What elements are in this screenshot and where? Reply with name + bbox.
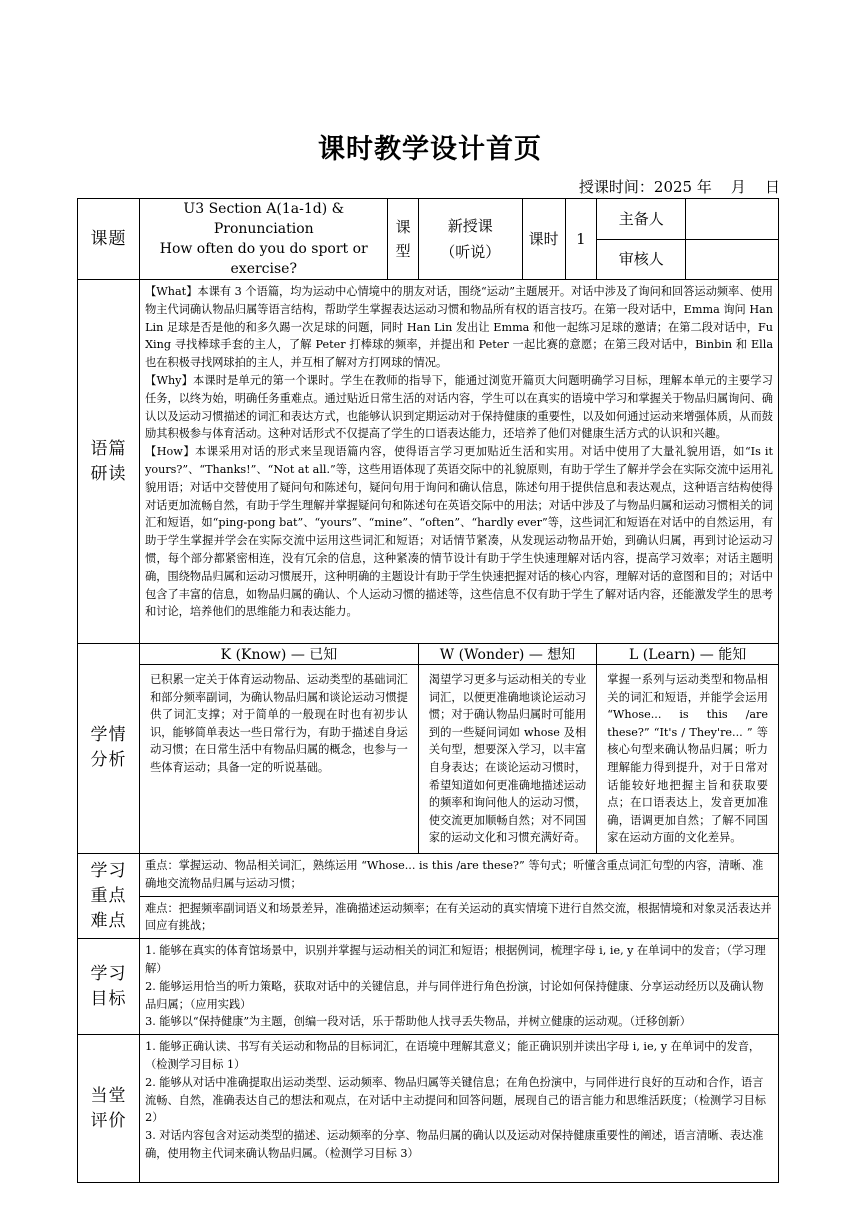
type-value-line2: （听说）: [440, 243, 501, 261]
text-study-label-text: 语篇研读: [90, 438, 127, 484]
objective-2: 2. 能够运用恰当的听力策略，获取对话中的关键信息，并与同伴进行角色扮演，讨论如何保持健康、分享运动经历以及确认物品归属；（应用实践）: [145, 979, 764, 1011]
period-label: 课时: [522, 199, 565, 280]
lesson-design-table: [77, 198, 779, 1183]
text-study-label: [78, 280, 140, 644]
how-paragraph: 【How】本课采用对话的形式来呈现语篇内容，使得语言学习更加贴近生活和实用。对话中使用了大量礼貌用语，如“Is it yours?”、“Thanks!”、“Not at all.”等，这些用语体现了英语交际中的礼貌原则，有助于学生了解并学会在实际交流中运用礼貌用语；对话中交替使用了疑问句和陈述句，疑问句用于询问和确认信息，陈述句用于提供信息和表达观点，这种语言结构使得对话更加流畅自然，有助于学生理解并掌握疑问句和陈述句在英语交际中的用法；对话中涉及了与物品归属和运动习惯相关的词汇和短语，如“ping-pong bat”、“yours”、“mine”、“often”、“hardly ever”等，这些词汇和短语在对话中的自然运用，有助于学生掌握并学会在实际交流中运用这些词汇和短语；对话情节紧凑，从发现运动物品开始，到确认归属，再到讨论运动习惯，每个部分都紧密相连，没有冗余的信息，这种紧凑的情节设计有助于学生快速理解对话内容，提高学习效率；对话主题明确，围绕物品归属和运动习惯展开，这种明确的主题设计有助于学生快速把握对话的核心内容，理解对话的意图和目的；对话中包含了丰富的信息，如物品归属的确认、个人运动习惯的描述等，这些信息不仅有助于学生了解对话内容，还能激发学生的思考和讨论，培养他们的思维能力和表达能力。: [145, 445, 773, 619]
course-title-line2: How often do you do sport or exercise?: [159, 241, 368, 277]
lesson-date: 授课时间：2025 年 月 日: [578, 178, 780, 196]
reviewer-value[interactable]: [686, 239, 779, 280]
course-title: [140, 199, 388, 280]
period-value: 1: [565, 199, 597, 280]
key-points-label: [78, 853, 140, 938]
kwl-l-header: L (Learn) — 能知: [597, 644, 779, 665]
kwl-k-body: 已积累一定关于体育运动物品、运动类型的基础词汇和部分频率副词，为确认物品归属和谈论运动习惯提供了词汇支撑；对于简单的一般现在时也有初步认识，能够简单表达一些日常行为，有助于描述自身运动习惯；在日常生活中有物品归属的概念，也参与一些体育运动；具备一定的听说基础。: [140, 665, 419, 854]
kwl-l-body: 掌握一系列与运动类型和物品相关的词汇和短语，并能学会运用 “Whose... is this /are these?” “It's / They're... ” 等核心句型来确认物品归属；听力理解能力得到提升，对于日常对话能较好地把握主旨和获取要点；在口语表达上，发音更加准确，语调更加自然；了解不同国家在运动方面的文化差异。: [597, 665, 779, 854]
why-paragraph: 【Why】本课时是单元的第一个课时。学生在教师的指导下，能通过浏览开篇页大问题明确学习目标，理解本单元的主要学习任务，以终为始，明确任务重难点。通过贴近日常生活的对话内容，学生可以在真实的语境中学习和掌握关于物品归属询问、确认以及运动习惯描述的词汇和表达方式，也能够认识到定期运动对于保持健康的重要性，以及如何通过运动来增强体质，从而鼓励其积极参与体育活动。这种对话形式不仅提高了学生的口语表达能力，还培养了他们对健康生活方式的认识和兴趣。: [145, 373, 773, 441]
type-value: [418, 199, 522, 280]
assessment-3: 3. 对话内容包含对运动类型的描述、运动频率的分享、物品归属的确认以及运动对保持健康重要性的阐述，语言清晰、表达准确，使用物主代词来确认物品归属。（检测学习目标 3）: [145, 1129, 764, 1160]
key-difficulty: 难点：把握频率副词语义和场景差异，准确描述运动频率；在有关运动的真实情境下进行自然交流，根据情境和对象灵活表达并回应有挑战；: [140, 896, 779, 939]
objectives-label-text: 学习目标: [90, 963, 127, 1009]
objective-3: 3. 能够以“保持健康”为主题，创编一段对话，乐于帮助他人找寻丢失物品，并树立健康的运动观。（迁移创新）: [145, 1015, 691, 1029]
what-paragraph: 【What】本课有 3 个语篇，均为运动中心情境中的朋友对话，围绕“运动”主题展开。对话中涉及了询问和回答运动频率、使用物主代词确认物品归属等语言结构，帮助学生掌握表达运动习惯和物品所有权的语言技巧。在第一段对话中，Emma 询问 Han Lin 足球是否是他的和多久踢一次足球的问题，同时 Han Lin 发出让 Emma 和他一起练习足球的邀请；在第二段对话中，Fu Xing 寻找棒球手套的主人，了解 Peter 打棒球的频率，并提出和 Peter 一起比赛的意愿；在第三段对话中，Binbin 和 Ella 也在积极寻找网球拍的主人，并互相了解对方打网球的情况。: [145, 285, 773, 370]
learner-analysis-label-text: 学情分析: [90, 725, 127, 771]
kwl-w-header: W (Wonder) — 想知: [418, 644, 596, 665]
reviewer-label: 审核人: [597, 239, 686, 280]
kwl-w-body: 渴望学习更多与运动相关的专业词汇，以便更准确地谈论运动习惯；对于确认物品归属时可能用到的一些疑问词如 whose 及相关句型，想要深入学习，以丰富自身表达；在谈论运动习惯时，希望知道如何更准确地描述运动的频率和询问他人的运动习惯，使交流更加顺畅自然；对不同国家的运动文化和习惯充满好奇。: [418, 665, 596, 854]
assessment-2: 2. 能够从对话中准确提取出运动类型、运动频率、物品归属等关键信息；在角色扮演中，与同伴进行良好的互动和合作，语言流畅、自然，准确表达自己的想法和观点，在对话中主动提问和回答问题，展现自己的语言能力和思维活跃度；（检测学习目标 2）: [145, 1075, 766, 1125]
assessment-content: [140, 1035, 779, 1183]
type-label: 课型: [388, 199, 418, 280]
main-preparer-value[interactable]: [686, 199, 779, 240]
objectives-label: [78, 939, 140, 1035]
page-title: 课时教学设计首页: [318, 134, 542, 165]
objective-1: 1. 能够在真实的体育馆场景中，识别并掌握与运动相关的词汇和短语；根据例词，梳理字母 i, ie, y 在单词中的发音；（学习理解）: [145, 944, 766, 975]
type-value-line1: 新授课: [447, 217, 493, 235]
key-points-label-text: 学习重点难点: [90, 860, 127, 931]
assessment-label: [78, 1035, 140, 1183]
assessment-label-text: 当堂评价: [90, 1085, 127, 1131]
course-title-line1: U3 Section A(1a-1d) & Pronunciation: [183, 201, 345, 237]
objectives-content: [140, 939, 779, 1035]
kwl-k-header: K (Know) — 已知: [140, 644, 419, 665]
key-focus: 重点：掌握运动、物品相关词汇，熟练运用 “Whose... is this /are these?” 等句式；听懂含重点词汇句型的内容，清晰、准确地交流物品归属与运动习惯；: [140, 853, 779, 896]
text-study-content: [140, 280, 779, 644]
course-label: 课题: [78, 199, 140, 280]
assessment-1: 1. 能够正确认读、书写有关运动和物品的目标词汇，在语境中理解其意义；能正确识别并读出字母 i, ie, y 在单词中的发音，（检测学习目标 1）: [145, 1040, 761, 1071]
main-preparer-label: 主备人: [597, 199, 686, 240]
learner-analysis-label: [78, 644, 140, 854]
